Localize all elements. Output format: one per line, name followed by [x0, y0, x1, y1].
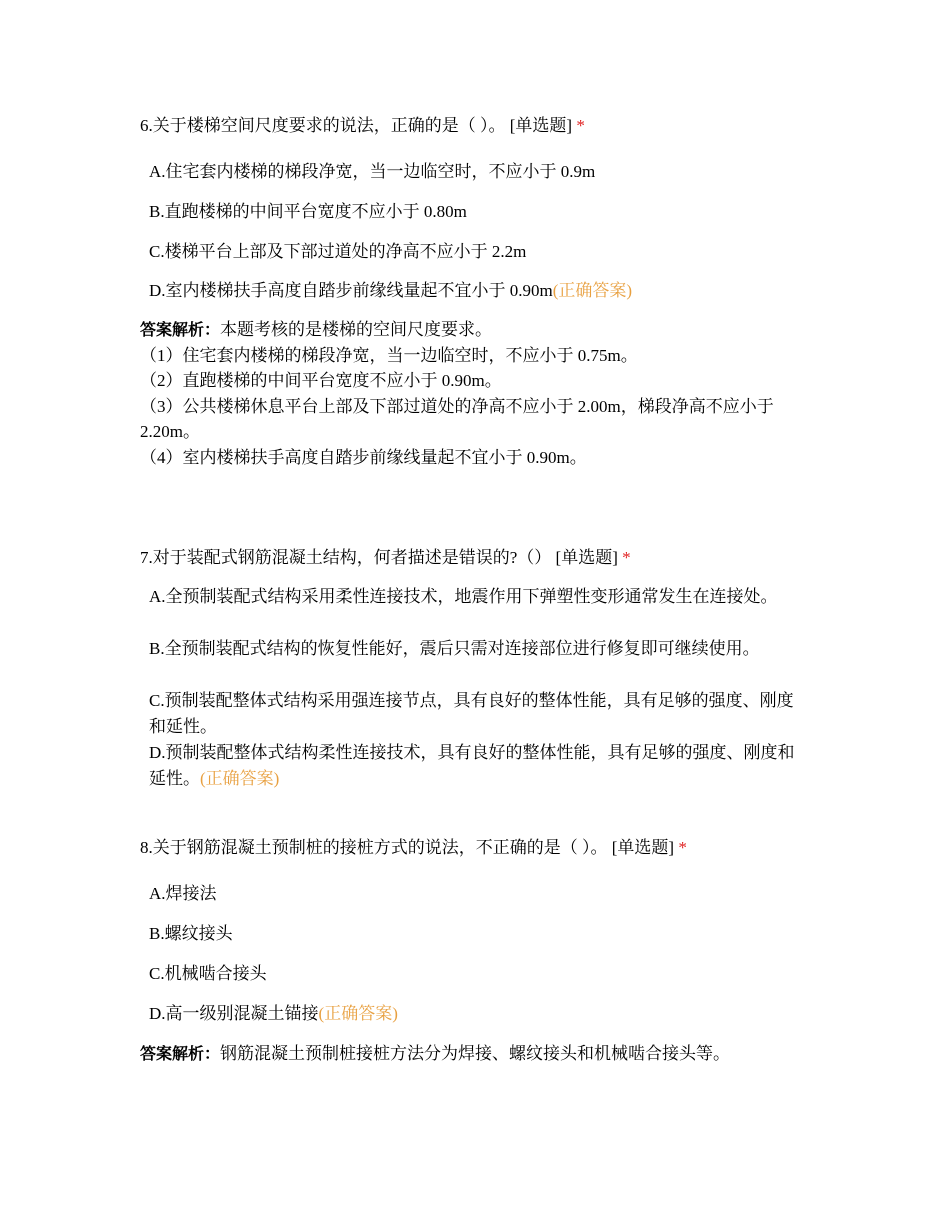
option-text: B.全预制装配式结构的恢复性能好，震后只需对连接部位进行修复即可继续使用。: [149, 639, 760, 658]
analysis-line: 本题考核的是楼梯的空间尺度要求。: [220, 320, 493, 339]
option-text: D.预制装配整体式结构柔性连接技术，具有良好的整体性能，具有足够的强度、刚度和延性。: [149, 743, 795, 788]
option-text: D.高一级别混凝土锚接: [149, 1004, 319, 1023]
question-title-text: 7.对于装配式钢筋混凝土结构，何者描述是错误的?（） [单选题]: [140, 548, 618, 567]
question-8-analysis: [140, 1041, 805, 1067]
question-7-option-d[interactable]: [149, 740, 809, 792]
option-text: B.直跑楼梯的中间平台宽度不应小于 0.80m: [149, 202, 467, 221]
option-text: C.楼梯平台上部及下部过道处的净高不应小于 2.2m: [149, 242, 527, 261]
question-6-option-b[interactable]: [149, 199, 809, 225]
question-6-title: [140, 113, 585, 139]
question-6-option-a[interactable]: [149, 159, 809, 185]
option-text: B.螺纹接头: [149, 924, 233, 943]
analysis-line: （1）住宅套内楼梯的梯段净宽，当一边临空时，不应小于 0.75m。: [140, 345, 638, 365]
required-mark: *: [576, 116, 585, 135]
option-text: D.室内楼梯扶手高度自踏步前缘线量起不宜小于 0.90m: [149, 281, 553, 300]
analysis-line: （3）公共楼梯休息平台上部及下部过道处的净高不应小于 2.00m，梯段净高不应小于 2.20m。: [140, 396, 774, 441]
analysis-line: （4）室内楼梯扶手高度自踏步前缘线量起不宜小于 0.90m。: [140, 447, 587, 467]
question-8-title: [140, 835, 687, 861]
question-6-option-c[interactable]: [149, 239, 809, 265]
analysis-label: 答案解析：: [140, 320, 221, 339]
option-text: C.机械啮合接头: [149, 964, 267, 983]
question-title-text: 6.关于楼梯空间尺度要求的说法，正确的是（ ）。 [单选题]: [140, 116, 573, 135]
correct-answer-label: (正确答案): [200, 769, 280, 788]
analysis-label: 答案解析：: [140, 1044, 221, 1063]
question-title-text: 8.关于钢筋混凝土预制桩的接桩方式的说法，不正确的是（ ）。 [单选题]: [140, 838, 675, 857]
question-7-title: [140, 545, 631, 571]
question-8-option-b[interactable]: [149, 921, 809, 947]
question-7-option-b[interactable]: [149, 636, 809, 662]
required-mark: *: [622, 548, 631, 567]
question-7-option-a[interactable]: [149, 584, 809, 610]
correct-answer-label: (正确答案): [552, 281, 633, 300]
question-8-option-d[interactable]: [149, 1001, 809, 1027]
required-mark: *: [678, 838, 687, 857]
question-6-option-d[interactable]: [149, 278, 809, 304]
option-text: A.全预制装配式结构采用柔性连接技术，地震作用下弹塑性变形通常发生在连接处。: [149, 587, 778, 606]
question-7-option-c[interactable]: [149, 688, 809, 740]
analysis-line: （2）直跑楼梯的中间平台宽度不应小于 0.90m。: [140, 371, 502, 390]
option-text: A.焊接法: [149, 884, 217, 903]
correct-answer-label: (正确答案): [318, 1004, 398, 1023]
analysis-line: 钢筋混凝土预制桩接桩方法分为焊接、螺纹接头和机械啮合接头等。: [220, 1044, 731, 1063]
question-8-option-c[interactable]: [149, 961, 809, 987]
question-6-analysis: [140, 317, 805, 470]
question-8-option-a[interactable]: [149, 881, 809, 907]
option-text: A.住宅套内楼梯的梯段净宽，当一边临空时，不应小于 0.9m: [149, 162, 596, 181]
option-text: C.预制装配整体式结构采用强连接节点，具有良好的整体性能，具有足够的强度、刚度和延性。: [149, 691, 794, 736]
